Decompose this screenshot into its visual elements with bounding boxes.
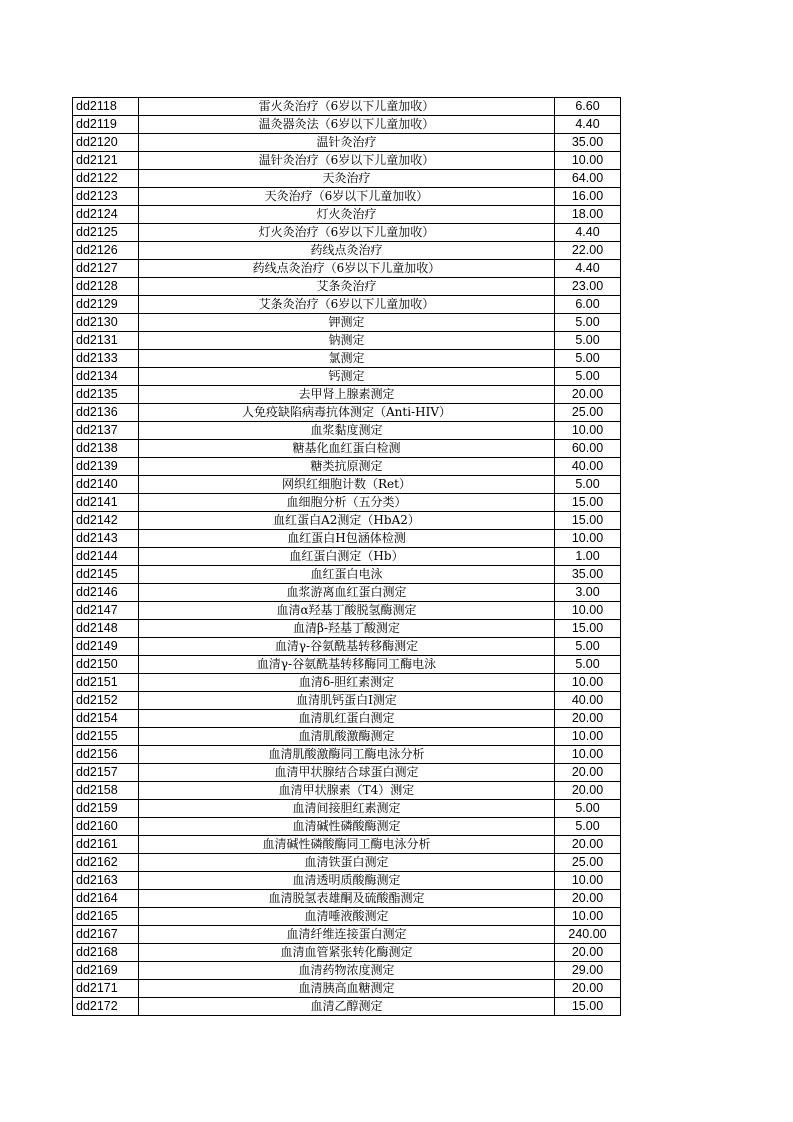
table-row <box>73 782 621 800</box>
item-name-cell: 血清甲状腺结合球蛋白测定 <box>139 764 555 782</box>
table-row <box>73 944 621 962</box>
item-name-cell: 血清铁蛋白测定 <box>139 854 555 872</box>
item-code-cell: dd2136 <box>73 404 139 422</box>
item-code-cell: dd2144 <box>73 548 139 566</box>
item-name-cell: 去甲肾上腺素测定 <box>139 386 555 404</box>
table-row <box>73 890 621 908</box>
item-code-cell: dd2127 <box>73 260 139 278</box>
item-name-cell: 艾条灸治疗 <box>139 278 555 296</box>
item-code-cell: dd2161 <box>73 836 139 854</box>
item-code-cell: dd2128 <box>73 278 139 296</box>
item-price-cell: 22.00 <box>555 242 621 260</box>
item-price-cell: 10.00 <box>555 530 621 548</box>
item-price-cell: 4.40 <box>555 116 621 134</box>
item-name-cell: 血清肌红蛋白测定 <box>139 710 555 728</box>
item-code-cell: dd2151 <box>73 674 139 692</box>
item-code-cell: dd2149 <box>73 638 139 656</box>
item-price-cell: 10.00 <box>555 728 621 746</box>
item-name-cell: 天灸治疗 <box>139 170 555 188</box>
item-price-cell: 10.00 <box>555 872 621 890</box>
item-code-cell: dd2135 <box>73 386 139 404</box>
item-price-cell: 5.00 <box>555 314 621 332</box>
table-row <box>73 836 621 854</box>
item-name-cell: 血清γ-谷氨酰基转移酶测定 <box>139 638 555 656</box>
item-code-cell: dd2129 <box>73 296 139 314</box>
item-price-cell: 10.00 <box>555 674 621 692</box>
table-row <box>73 314 621 332</box>
item-price-cell: 1.00 <box>555 548 621 566</box>
item-price-cell: 10.00 <box>555 422 621 440</box>
item-code-cell: dd2164 <box>73 890 139 908</box>
item-price-cell: 5.00 <box>555 638 621 656</box>
item-code-cell: dd2165 <box>73 908 139 926</box>
item-code-cell: dd2122 <box>73 170 139 188</box>
item-code-cell: dd2156 <box>73 746 139 764</box>
item-code-cell: dd2142 <box>73 512 139 530</box>
table-row <box>73 260 621 278</box>
table-row <box>73 926 621 944</box>
item-name-cell: 血清甲状腺素（T4）测定 <box>139 782 555 800</box>
item-name-cell: 血红蛋白测定（Hb） <box>139 548 555 566</box>
item-code-cell: dd2119 <box>73 116 139 134</box>
item-code-cell: dd2126 <box>73 242 139 260</box>
item-code-cell: dd2168 <box>73 944 139 962</box>
item-price-cell: 15.00 <box>555 998 621 1016</box>
item-name-cell: 糖基化血红蛋白检测 <box>139 440 555 458</box>
table-row <box>73 800 621 818</box>
item-code-cell: dd2143 <box>73 530 139 548</box>
table-row <box>73 674 621 692</box>
table-row <box>73 170 621 188</box>
table-row <box>73 152 621 170</box>
price-table <box>72 97 621 1016</box>
item-code-cell: dd2154 <box>73 710 139 728</box>
table-row <box>73 998 621 1016</box>
item-name-cell: 钙测定 <box>139 368 555 386</box>
table-row <box>73 494 621 512</box>
item-price-cell: 10.00 <box>555 908 621 926</box>
item-price-cell: 23.00 <box>555 278 621 296</box>
item-name-cell: 血清纤维连接蛋白测定 <box>139 926 555 944</box>
item-code-cell: dd2148 <box>73 620 139 638</box>
table-row <box>73 620 621 638</box>
item-price-cell: 20.00 <box>555 836 621 854</box>
item-code-cell: dd2139 <box>73 458 139 476</box>
item-name-cell: 灯火灸治疗 <box>139 206 555 224</box>
price-sheet <box>72 97 620 1016</box>
table-row <box>73 728 621 746</box>
item-code-cell: dd2162 <box>73 854 139 872</box>
item-name-cell: 血浆黏度测定 <box>139 422 555 440</box>
item-code-cell: dd2167 <box>73 926 139 944</box>
item-name-cell: 血清透明质酸酶测定 <box>139 872 555 890</box>
item-name-cell: 血红蛋白H包涵体检测 <box>139 530 555 548</box>
item-code-cell: dd2123 <box>73 188 139 206</box>
item-code-cell: dd2160 <box>73 818 139 836</box>
table-row <box>73 458 621 476</box>
item-name-cell: 血细胞分析（五分类） <box>139 494 555 512</box>
item-price-cell: 60.00 <box>555 440 621 458</box>
item-code-cell: dd2140 <box>73 476 139 494</box>
item-code-cell: dd2130 <box>73 314 139 332</box>
item-name-cell: 血清肌钙蛋白Ⅰ测定 <box>139 692 555 710</box>
item-code-cell: dd2120 <box>73 134 139 152</box>
item-price-cell: 10.00 <box>555 602 621 620</box>
item-code-cell: dd2133 <box>73 350 139 368</box>
item-name-cell: 温针灸治疗（6岁以下儿童加收） <box>139 152 555 170</box>
item-price-cell: 6.00 <box>555 296 621 314</box>
table-row <box>73 296 621 314</box>
item-name-cell: 血红蛋白电泳 <box>139 566 555 584</box>
item-name-cell: 人免疫缺陷病毒抗体测定（Anti-HIV） <box>139 404 555 422</box>
table-row <box>73 854 621 872</box>
item-code-cell: dd2152 <box>73 692 139 710</box>
item-name-cell: 血清δ-胆红素测定 <box>139 674 555 692</box>
item-price-cell: 3.00 <box>555 584 621 602</box>
item-price-cell: 5.00 <box>555 332 621 350</box>
table-row <box>73 512 621 530</box>
item-name-cell: 温针灸治疗 <box>139 134 555 152</box>
table-row <box>73 386 621 404</box>
item-name-cell: 血清唾液酸测定 <box>139 908 555 926</box>
table-row <box>73 476 621 494</box>
item-name-cell: 雷火灸治疗（6岁以下儿童加收） <box>139 98 555 116</box>
table-row <box>73 350 621 368</box>
item-code-cell: dd2131 <box>73 332 139 350</box>
item-price-cell: 35.00 <box>555 566 621 584</box>
item-name-cell: 血清γ-谷氨酰基转移酶同工酶电泳 <box>139 656 555 674</box>
item-code-cell: dd2138 <box>73 440 139 458</box>
item-price-cell: 20.00 <box>555 710 621 728</box>
item-name-cell: 血清乙醇测定 <box>139 998 555 1016</box>
item-code-cell: dd2118 <box>73 98 139 116</box>
item-name-cell: 血清碱性磷酸酶测定 <box>139 818 555 836</box>
item-price-cell: 5.00 <box>555 368 621 386</box>
item-name-cell: 血清间接胆红素测定 <box>139 800 555 818</box>
item-price-cell: 40.00 <box>555 458 621 476</box>
table-body <box>73 98 621 1016</box>
table-row <box>73 908 621 926</box>
item-code-cell: dd2141 <box>73 494 139 512</box>
table-row <box>73 332 621 350</box>
item-price-cell: 240.00 <box>555 926 621 944</box>
item-code-cell: dd2146 <box>73 584 139 602</box>
table-row <box>73 602 621 620</box>
table-row <box>73 764 621 782</box>
table-row <box>73 818 621 836</box>
item-price-cell: 35.00 <box>555 134 621 152</box>
item-name-cell: 血红蛋白A2测定（HbA2） <box>139 512 555 530</box>
item-code-cell: dd2158 <box>73 782 139 800</box>
item-price-cell: 20.00 <box>555 386 621 404</box>
item-name-cell: 钠测定 <box>139 332 555 350</box>
item-price-cell: 5.00 <box>555 818 621 836</box>
table-row <box>73 224 621 242</box>
item-code-cell: dd2125 <box>73 224 139 242</box>
item-name-cell: 药线点灸治疗（6岁以下儿童加收） <box>139 260 555 278</box>
item-name-cell: 温灸器灸法（6岁以下儿童加收） <box>139 116 555 134</box>
item-code-cell: dd2124 <box>73 206 139 224</box>
item-price-cell: 25.00 <box>555 404 621 422</box>
item-name-cell: 天灸治疗（6岁以下儿童加收） <box>139 188 555 206</box>
table-row <box>73 206 621 224</box>
item-price-cell: 4.40 <box>555 224 621 242</box>
item-name-cell: 血清药物浓度测定 <box>139 962 555 980</box>
table-row <box>73 872 621 890</box>
table-row <box>73 692 621 710</box>
table-row <box>73 530 621 548</box>
item-price-cell: 20.00 <box>555 944 621 962</box>
item-name-cell: 血清血管紧张转化酶测定 <box>139 944 555 962</box>
table-row <box>73 404 621 422</box>
item-code-cell: dd2145 <box>73 566 139 584</box>
item-price-cell: 64.00 <box>555 170 621 188</box>
item-price-cell: 20.00 <box>555 782 621 800</box>
item-name-cell: 血清胰高血糖测定 <box>139 980 555 998</box>
item-price-cell: 5.00 <box>555 476 621 494</box>
item-price-cell: 5.00 <box>555 350 621 368</box>
item-code-cell: dd2134 <box>73 368 139 386</box>
item-price-cell: 5.00 <box>555 800 621 818</box>
table-row <box>73 584 621 602</box>
table-row <box>73 440 621 458</box>
table-row <box>73 278 621 296</box>
item-name-cell: 血浆游离血红蛋白测定 <box>139 584 555 602</box>
item-name-cell: 血清β-羟基丁酸测定 <box>139 620 555 638</box>
item-code-cell: dd2121 <box>73 152 139 170</box>
item-name-cell: 血清α羟基丁酸脱氢酶测定 <box>139 602 555 620</box>
item-price-cell: 4.40 <box>555 260 621 278</box>
item-code-cell: dd2157 <box>73 764 139 782</box>
item-price-cell: 18.00 <box>555 206 621 224</box>
table-row <box>73 368 621 386</box>
item-code-cell: dd2137 <box>73 422 139 440</box>
table-row <box>73 980 621 998</box>
item-price-cell: 20.00 <box>555 980 621 998</box>
item-price-cell: 20.00 <box>555 890 621 908</box>
item-name-cell: 灯火灸治疗（6岁以下儿童加收） <box>139 224 555 242</box>
table-row <box>73 548 621 566</box>
item-code-cell: dd2169 <box>73 962 139 980</box>
item-name-cell: 糖类抗原测定 <box>139 458 555 476</box>
item-price-cell: 29.00 <box>555 962 621 980</box>
item-price-cell: 16.00 <box>555 188 621 206</box>
item-name-cell: 血清碱性磷酸酶同工酶电泳分析 <box>139 836 555 854</box>
table-row <box>73 638 621 656</box>
item-code-cell: dd2147 <box>73 602 139 620</box>
item-price-cell: 15.00 <box>555 512 621 530</box>
table-row <box>73 98 621 116</box>
item-name-cell: 血清肌酸激酶测定 <box>139 728 555 746</box>
table-row <box>73 188 621 206</box>
table-row <box>73 746 621 764</box>
item-code-cell: dd2159 <box>73 800 139 818</box>
item-code-cell: dd2150 <box>73 656 139 674</box>
item-price-cell: 40.00 <box>555 692 621 710</box>
table-row <box>73 710 621 728</box>
item-price-cell: 20.00 <box>555 764 621 782</box>
item-name-cell: 艾条灸治疗（6岁以下儿童加收） <box>139 296 555 314</box>
item-price-cell: 5.00 <box>555 656 621 674</box>
item-price-cell: 10.00 <box>555 152 621 170</box>
item-price-cell: 15.00 <box>555 620 621 638</box>
table-row <box>73 422 621 440</box>
table-row <box>73 116 621 134</box>
item-name-cell: 血清肌酸激酶同工酶电泳分析 <box>139 746 555 764</box>
item-price-cell: 25.00 <box>555 854 621 872</box>
item-price-cell: 10.00 <box>555 746 621 764</box>
table-row <box>73 962 621 980</box>
table-row <box>73 566 621 584</box>
item-name-cell: 网织红细胞计数（Ret） <box>139 476 555 494</box>
item-price-cell: 15.00 <box>555 494 621 512</box>
item-name-cell: 钾测定 <box>139 314 555 332</box>
item-code-cell: dd2172 <box>73 998 139 1016</box>
item-code-cell: dd2163 <box>73 872 139 890</box>
item-code-cell: dd2171 <box>73 980 139 998</box>
table-row <box>73 242 621 260</box>
item-price-cell: 6.60 <box>555 98 621 116</box>
table-row <box>73 656 621 674</box>
table-row <box>73 134 621 152</box>
item-code-cell: dd2155 <box>73 728 139 746</box>
item-name-cell: 药线点灸治疗 <box>139 242 555 260</box>
item-name-cell: 血清脱氢表雄酮及硫酸酯测定 <box>139 890 555 908</box>
item-name-cell: 氯测定 <box>139 350 555 368</box>
